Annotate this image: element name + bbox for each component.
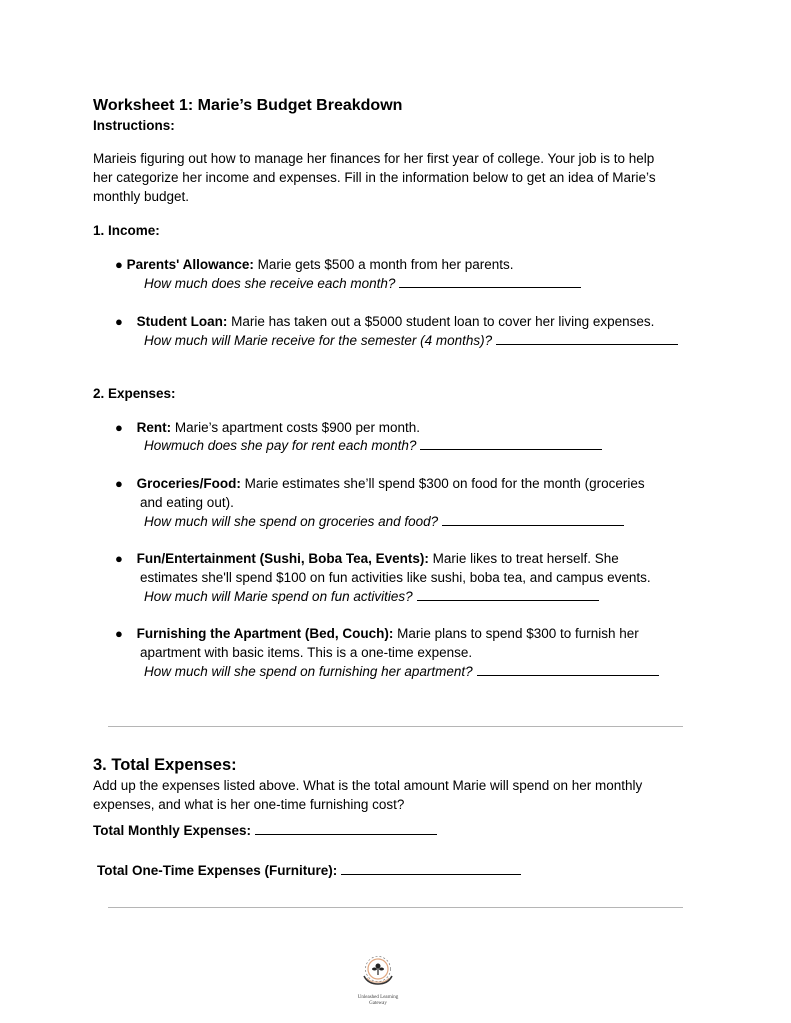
question-text: How much will Marie spend on fun activities? (144, 589, 413, 604)
expense-item-groceries (115, 474, 645, 493)
expense-item-furnishing (115, 624, 639, 643)
answer-blank-fun[interactable] (417, 588, 599, 601)
expenses-heading: 2. Expenses: (93, 386, 176, 401)
item-label: Groceries/Food: (136, 476, 241, 491)
expense-question-fun (144, 587, 599, 606)
worksheet-title: Worksheet 1: Marie’s Budget Breakdown (93, 97, 403, 114)
income-item-student-loan (115, 312, 654, 331)
item-label: Rent: (136, 420, 172, 435)
logo-text-line-2: Gateway (369, 1001, 387, 1006)
instructions-text-line-1: Marieis figuring out how to manage her finances for her first year of college. Your job is to help (93, 151, 655, 166)
item-label: Parents' Allowance: (126, 257, 254, 272)
expense-question-groceries (144, 512, 624, 531)
income-item-parents-allowance (115, 255, 514, 274)
bullet-icon: ● (115, 314, 123, 329)
item-text: Marie likes to treat herself. She (428, 551, 619, 566)
expense-groceries-line-2: and eating out). (140, 495, 234, 510)
instructions-label: Instructions: (93, 118, 175, 133)
item-label: Student Loan: (136, 314, 228, 329)
total-onetime-row (97, 861, 521, 880)
answer-blank-loan[interactable] (496, 332, 678, 345)
expense-question-furnishing (144, 662, 659, 681)
instructions-text-line-2: her categorize her income and expenses. Fill in the information below to get an idea of Marie’s (93, 170, 656, 185)
item-text: Marie’s apartment costs $900 per month. (171, 420, 420, 435)
expense-furnishing-line-2: apartment with basic items. This is a one-time expense. (140, 645, 473, 660)
logo-text (354, 995, 402, 1007)
answer-blank-groceries[interactable] (442, 513, 624, 526)
bullet-icon: ● (115, 626, 123, 641)
instructions-text-line-3: monthly budget. (93, 189, 190, 204)
income-question-loan (144, 331, 678, 350)
item-text: Marie estimates she’ll spend $300 on food for the month (groceries (240, 476, 645, 491)
question-text: Howmuch does she pay for rent each month? (144, 438, 417, 453)
item-label: Furnishing the Apartment (Bed, Couch): (136, 626, 394, 641)
question-text: How much will she spend on furnishing her apartment? (144, 664, 473, 679)
income-question-allowance (144, 274, 581, 293)
question-text: How much will she spend on groceries and food? (144, 514, 439, 529)
bullet-icon: ● (115, 420, 123, 435)
expense-item-fun (115, 549, 619, 568)
item-text: Marie plans to spend $300 to furnish her (393, 626, 639, 641)
question-text: How much does she receive each month? (144, 276, 396, 291)
organization-logo (354, 956, 402, 1004)
bullet-icon: ● (115, 551, 123, 566)
totals-heading: 3. Total Expenses: (93, 756, 237, 774)
totals-description-line-1: Add up the expenses listed above. What is the total amount Marie will spend on her monthly (93, 778, 643, 793)
totals-description-line-2: expenses, and what is her one-time furnishing cost? (93, 797, 405, 812)
item-text: Marie gets $500 a month from her parents. (253, 257, 514, 272)
total-monthly-row (93, 821, 437, 840)
expense-question-rent (144, 436, 602, 455)
bullet-icon: ● (115, 257, 123, 272)
total-monthly-blank[interactable] (255, 822, 437, 835)
expense-item-rent (115, 418, 420, 437)
item-label: Fun/Entertainment (Sushi, Boba Tea, Events): (136, 551, 429, 566)
item-text: Marie has taken out a $5000 student loan to cover her living expenses. (227, 314, 655, 329)
question-text: How much will Marie receive for the semester (4 months)? (144, 333, 493, 348)
answer-blank-furnishing[interactable] (477, 663, 659, 676)
logo-text-line-1: Unleashed Learning (357, 995, 399, 1000)
total-onetime-label: Total One-Time Expenses (Furniture): (97, 863, 338, 878)
bullet-icon: ● (115, 476, 123, 491)
expense-fun-line-2: estimates she'll spend $100 on fun activities like sushi, boba tea, and campus events. (140, 570, 651, 585)
answer-blank-allowance[interactable] (399, 275, 581, 288)
answer-blank-rent[interactable] (420, 437, 602, 450)
logo-plant-hands-icon (354, 956, 402, 990)
income-heading: 1. Income: (93, 223, 160, 238)
total-monthly-label: Total Monthly Expenses: (93, 823, 252, 838)
footer-divider (108, 907, 683, 908)
section-divider (108, 726, 683, 727)
total-onetime-blank[interactable] (341, 862, 521, 875)
